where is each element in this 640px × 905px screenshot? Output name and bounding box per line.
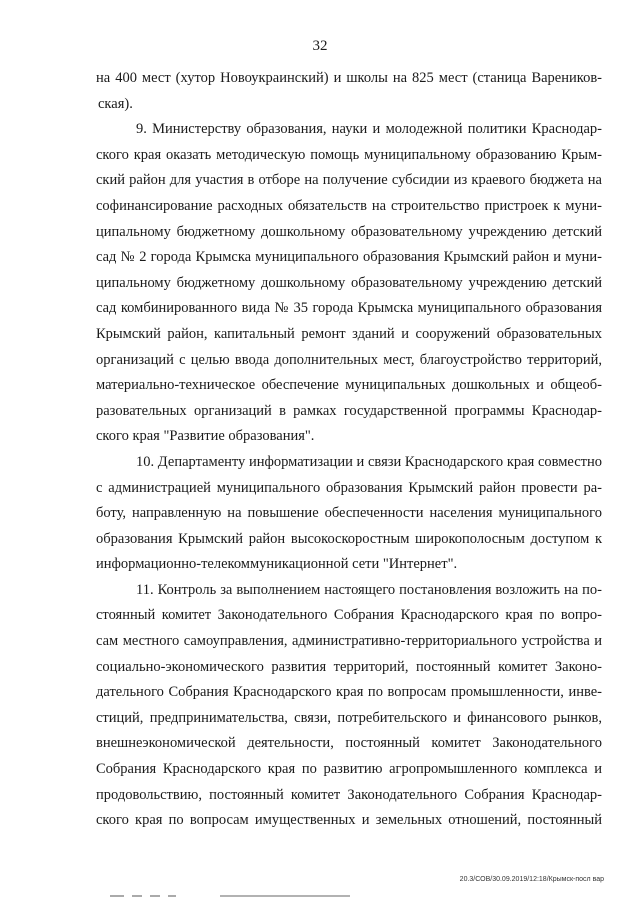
- text-line: стиций, предпринимательства, связи, потребительского и финансового рынков,: [96, 709, 602, 726]
- text-line: внешнеэкономической деятельности, постоянный комитет Законодательного: [96, 735, 602, 752]
- text-line: социально-экономического развития территорий, постоянный комитет Законо-: [96, 658, 602, 675]
- text-line: на 400 мест (хутор Новоукраинский) и школы на 825 мест (станица Вареников-: [96, 70, 602, 86]
- text-line: Собрания Краснодарского края по развитию агропромышленного комплекса и: [96, 761, 602, 778]
- scan-artifact-lines: [110, 893, 350, 899]
- text-line: сад № 2 города Крымска муниципального образования Крымский район и муни-: [96, 249, 602, 266]
- paragraph-continuation: [96, 66, 602, 117]
- text-line: образования Крымский район высокоскоростным широкополосным доступом к: [96, 530, 602, 547]
- text-line: ского края "Развитие образования".: [96, 428, 315, 445]
- text-line: 10. Департаменту информатизации и связи Краснодарского края совместно: [136, 453, 602, 470]
- text-line: информационно-телекоммуникационной сети "Интернет".: [96, 556, 458, 573]
- text-line: разовательных организаций в рамках государственной программы Краснодар-: [96, 402, 602, 419]
- text-line: ского края оказать методическую помощь муниципальному образованию Крым-: [96, 146, 602, 163]
- text-line: дательного Собрания Краснодарского края по вопросам промышленности, инве-: [96, 684, 602, 701]
- text-line: ципальному бюджетному дошкольному образовательному учреждению детский: [96, 223, 602, 240]
- text-line: ский район для участия в отборе на получение субсидии из краевого бюджета на: [96, 172, 602, 189]
- paragraph-9: [96, 117, 602, 450]
- text-line: боту, направленную на повышение обеспеченности населения муниципального: [96, 505, 602, 522]
- text-line: 9. Министерству образования, науки и молодежной политики Краснодар-: [136, 121, 602, 138]
- text-line: ского края по вопросам имущественных и земельных отношений, постоянный: [96, 812, 602, 829]
- text-line: стоянный комитет Законодательного Собрания Краснодарского края по вопро-: [96, 607, 602, 624]
- text-line: сам местного самоуправления, административно-территориального устройства и: [96, 633, 602, 650]
- text-line: Крымский район, капитальный ремонт зданий и сооружений образовательных: [96, 325, 602, 342]
- text-line: ципальному бюджетному дошкольному образовательному учреждению детский: [96, 274, 602, 291]
- footer-document-code: 20.3/СОВ/30.09.2019/12:18/Крымск-посл вар: [459, 876, 604, 883]
- text-line: организаций с целью ввода дополнительных мест, благоустройство территорий,: [96, 351, 602, 368]
- text-line: с администрацией муниципального образования Крымский район провести ра-: [96, 479, 602, 496]
- document-body: [96, 66, 602, 834]
- text-line: софинансирование расходных обязательств на строительство пристроек к муни-: [96, 197, 602, 214]
- paragraph-10: [96, 450, 602, 578]
- text-line: 11. Контроль за выполнением настоящего постановления возложить на по-: [136, 581, 602, 598]
- paragraph-11: [96, 578, 602, 834]
- text-line: продовольствию, постоянный комитет Законодательного Собрания Краснодар-: [96, 786, 602, 803]
- page-number: 32: [312, 38, 328, 54]
- text-line: материально-техническое обеспечение муниципальных дошкольных и общеоб-: [96, 377, 602, 394]
- text-line: ская).: [98, 95, 133, 112]
- text-line: сад комбинированного вида № 35 города Крымска муниципального образования: [96, 300, 602, 317]
